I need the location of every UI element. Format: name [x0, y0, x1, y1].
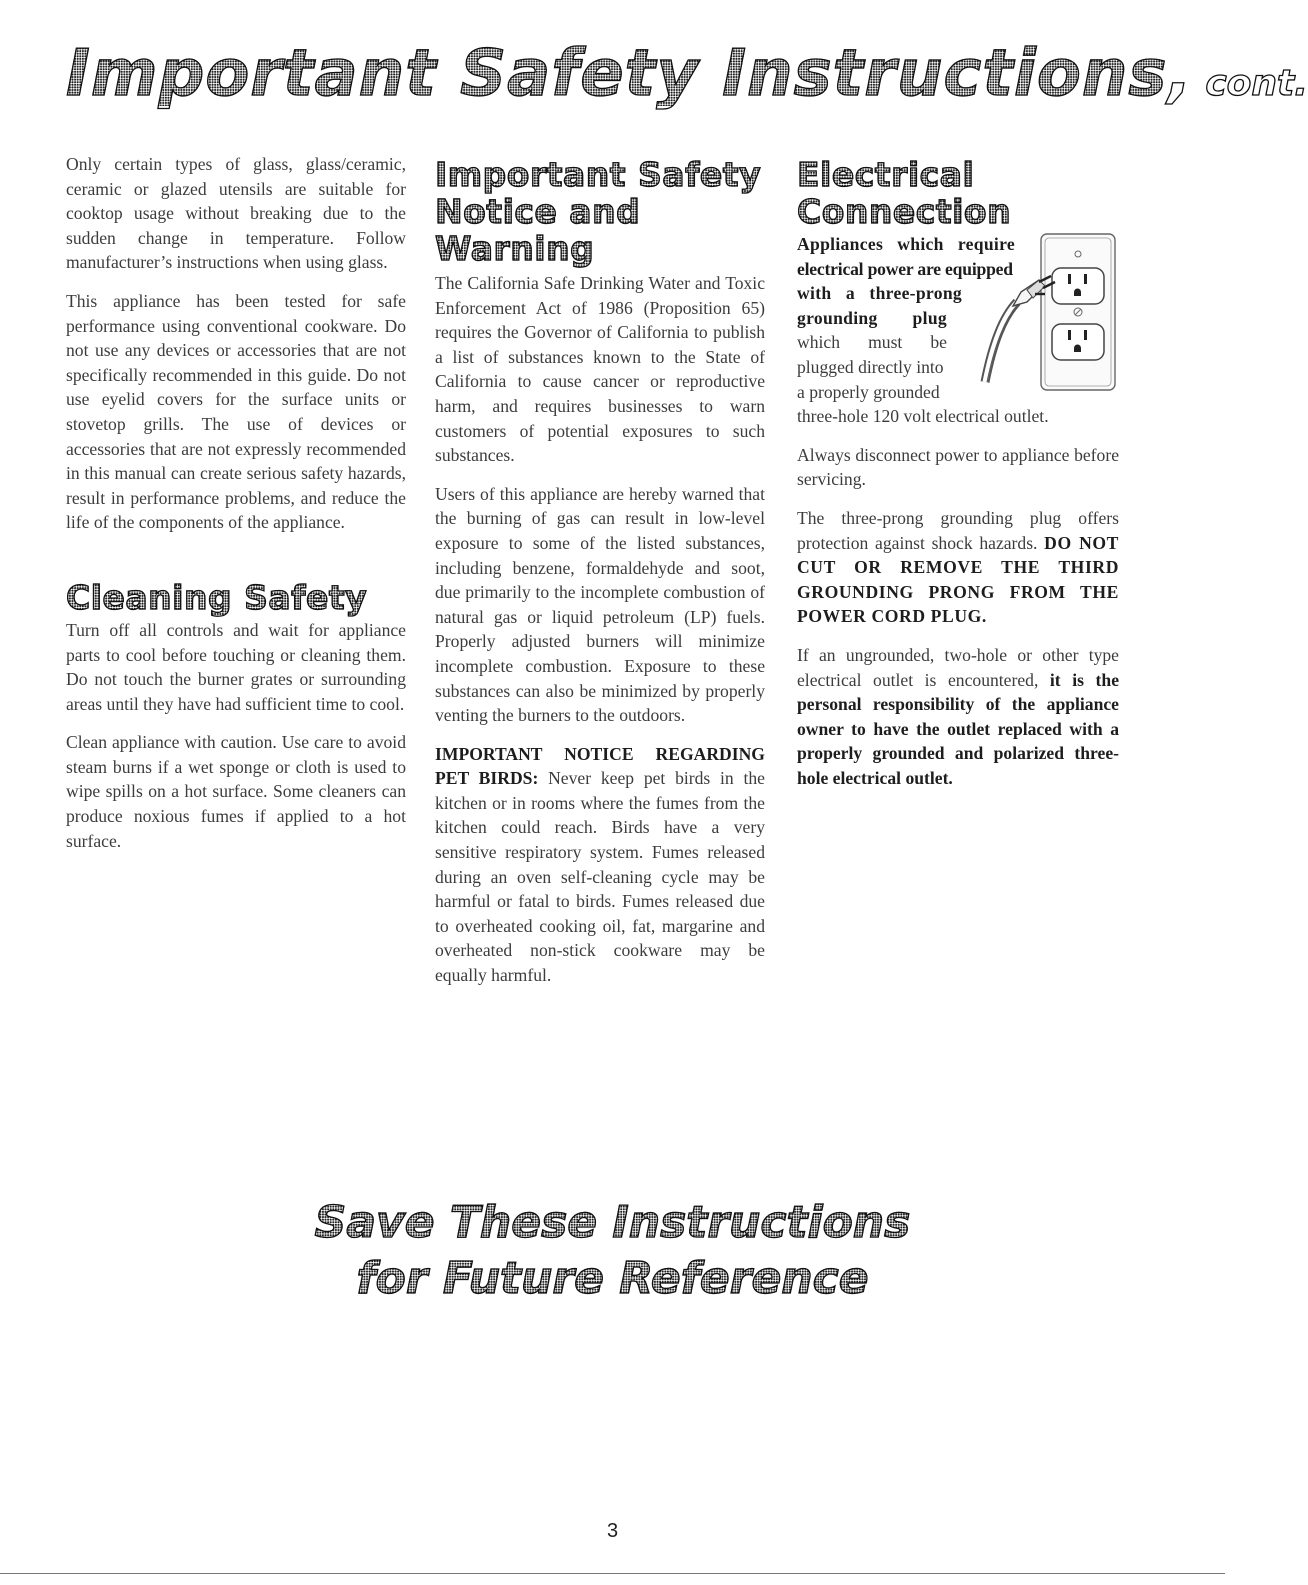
save-instructions-footer — [0, 1195, 1225, 1307]
pet-birds-paragraph — [435, 742, 765, 988]
do-not-cut-warning: DO NOT CUT OR REMOVE THE THIRD GROUNDING PRONG FROM THE POWER CORD PLUG. — [797, 532, 1119, 627]
pet-birds-notice-label: IMPORTANT NOTICE REGARDING PET BIRDS: — [435, 743, 765, 789]
page-title — [66, 37, 1308, 111]
safety-notice-heading-line1: Important Safety — [435, 155, 762, 194]
page-title-cont: cont. — [1192, 63, 1308, 104]
intro-line-3: with a three-prong — [797, 283, 962, 304]
pet-birds-text: Never keep pet birds in the kitchen or in rooms where the fumes from the kitchen could reach. Birds have a very sensitive respiratory system. Fumes released during an oven self-cleaning cycle may be harmful or fatal to birds. Fumes released due to overheated cooking oil, fat, margarine and overheated non-stick cookware may be equally harmful. — [435, 768, 765, 986]
electrical-connection-heading-line2: Connection — [797, 192, 1012, 231]
ungrounded-outlet-paragraph — [797, 643, 1119, 791]
grounded-outlet-plug-illustration — [983, 232, 1119, 398]
safety-notice-heading-line3: Warning — [435, 229, 595, 268]
page-number: 3 — [606, 1520, 619, 1542]
page-title-main: Important Safety Instructions, — [66, 37, 1193, 111]
proposition-65-paragraph: The California Safe Drinking Water and Toxic Enforcement Act of 1986 (Proposition 65) requires the Governor of California to publish a list of substances known to the State of California to cause cancer or reproductive harm, and requires businesses to warn customers of potential exposures to such substances. — [435, 273, 765, 466]
right-column — [797, 152, 1119, 804]
conventional-cookware-paragraph: This appliance has been tested for safe performance using conventional cookware. Do not use any devices or accessories that are not specifically recommended in this guide. Do not use eyelid covers for the surface units or stovetop grills. The use of devices or accessories that are not expressly recommended in this manual can create serious safety hazards, result in performance problems, and reduce the life of the components of the appliance. — [66, 290, 406, 533]
intro-line-1: Appliances which require — [797, 234, 1015, 254]
glass-utensils-paragraph: Only certain types of glass, glass/ceramic, ceramic or glazed utensils are suitable for cooktop usage without breaking due to the sudden change in temperature. Follow manufacturer’s instructions when using glass. — [66, 154, 406, 273]
owner-responsibility-warning: it is the personal responsibility of the appliance owner to have the outlet replaced with a properly grounded and polarized three-hole electrical outlet. — [797, 669, 1120, 788]
left-column — [66, 152, 406, 867]
gas-exposure-paragraph: Users of this appliance are hereby warned that the burning of gas can result in low-level exposure to some of the listed substances, including benzene, formaldehyde and soot, due primarily to the incomplete combustion of natural gas or liquid petroleum (LP) fuels. Properly adjusted burners will minimize incomplete combustion. Exposure to these substances can also be minimized by properly venting the burners to the outdoors. — [435, 483, 765, 726]
footer-line-2: for Future Reference — [356, 1253, 869, 1304]
disconnect-power-paragraph: Always disconnect power to appliance before servicing. — [797, 444, 1119, 490]
bottom-rule — [0, 1573, 1225, 1574]
three-prong-paragraph — [797, 506, 1119, 629]
three-prong-text: The three-prong grounding plug offers protection against shock hazards. — [797, 507, 1119, 553]
electrical-connection-heading-line1: Electrical — [797, 155, 975, 194]
intro-line-5: which must be — [797, 332, 947, 353]
footer-line-1: Save These Instructions — [314, 1197, 911, 1248]
electrical-connection-heading — [797, 156, 1119, 230]
intro-line-8: three-hole 120 volt electrical outlet. — [797, 406, 1049, 427]
middle-column — [435, 152, 765, 1002]
electrical-intro — [797, 232, 1119, 429]
intro-line-7: a properly grounded — [797, 381, 940, 402]
safety-notice-heading — [435, 156, 765, 267]
intro-line-4: grounding plug — [797, 307, 947, 328]
safety-notice-heading-line2: Notice and — [435, 192, 641, 231]
clean-with-caution-paragraph: Clean appliance with caution. Use care to avoid steam burns if a wet sponge or cloth is used to wipe spills on a hot surface. Some cleaners can produce noxious fumes if applied to a hot surface. — [66, 732, 406, 851]
ungrounded-outlet-text: If an ungrounded, two-hole or other type electrical outlet is encountered, — [797, 644, 1119, 690]
intro-line-2: electrical power are equipped — [797, 258, 1013, 279]
cleaning-safety-heading: Cleaning Safety — [66, 579, 406, 616]
turn-off-controls-paragraph: Turn off all controls and wait for appliance parts to cool before touching or cleaning them. Do not touch the burner grates or surrounding areas until they have had sufficient time to cool. — [66, 619, 406, 714]
intro-line-6: plugged directly into — [797, 356, 944, 377]
